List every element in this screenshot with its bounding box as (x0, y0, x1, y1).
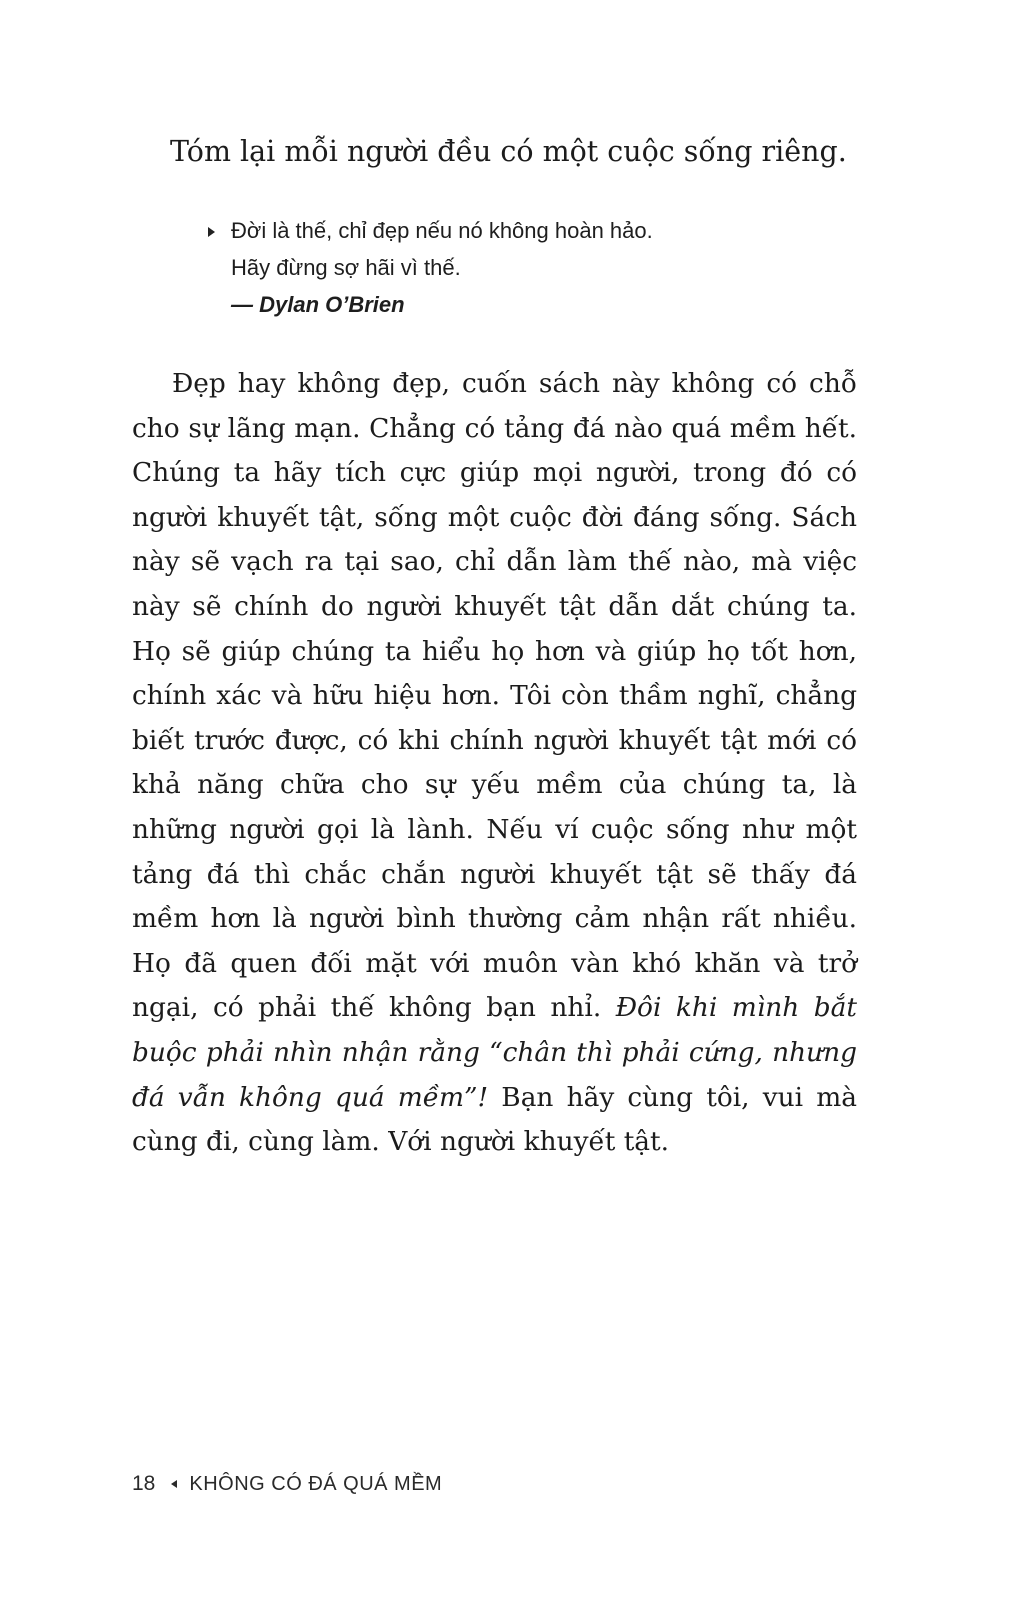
body-text: Đẹp hay không đẹp, cuốn sách này không có chỗ cho sự lãng mạn. Chẳng có tảng đá nào quá mềm hết. Chúng ta hãy tích cực giúp mọi người, trong đó có người khuyết tật, sống một cuộc đời đáng sống. Sách này sẽ vạch ra tại sao, chỉ dẫn làm thế nào, mà việc này sẽ chính do người khuyết tật dẫn dắt chúng ta. Họ sẽ giúp chúng ta hiểu họ hơn và giúp họ tốt hơn, chính xác và hữu hiệu hơn. Tôi còn thầm nghĩ, chẳng biết trước được, có khi chính người khuyết tật mới có khả năng chữa cho sự yếu mềm của chúng ta, là những người gọi là lành. Nếu ví cuộc sống như một tảng đá thì chắc chắn người khuyết tật sẽ thấy đá mềm hơn là người bình thường cảm nhận rất nhiều. Họ đã quen đối mặt với muôn vàn khó khăn và trở ngại, có phải thế không bạn nhỉ. (132, 368, 857, 1024)
running-title: KHÔNG CÓ ĐÁ QUÁ MỀM (189, 1473, 443, 1495)
triangle-left-icon (171, 1480, 177, 1488)
quote-text (231, 212, 653, 323)
quote-line: Hãy đừng sợ hãi vì thế. (231, 255, 461, 280)
intro-sentence: Tóm lại mỗi người đều có một cuộc sống riêng. (170, 135, 847, 168)
body-paragraph (132, 362, 857, 1165)
quote-line: Đời là thế, chỉ đẹp nếu nó không hoàn hảo. (231, 218, 653, 243)
triangle-bullet-icon (208, 227, 215, 237)
body-text-end: Bạn hãy cùng tôi, vui mà cùng đi, cùng làm. Với người khuyết tật. (132, 1081, 857, 1158)
italic-emphasis: Đôi khi mình bắt buộc phải nhìn nhận rằng “chân thì phải cứng, nhưng đá vẫn không quá mềm”! (132, 992, 857, 1113)
page-footer (132, 1469, 442, 1499)
page-number: 18 (132, 1472, 156, 1495)
quote-author: — Dylan O’Brien (231, 292, 405, 317)
